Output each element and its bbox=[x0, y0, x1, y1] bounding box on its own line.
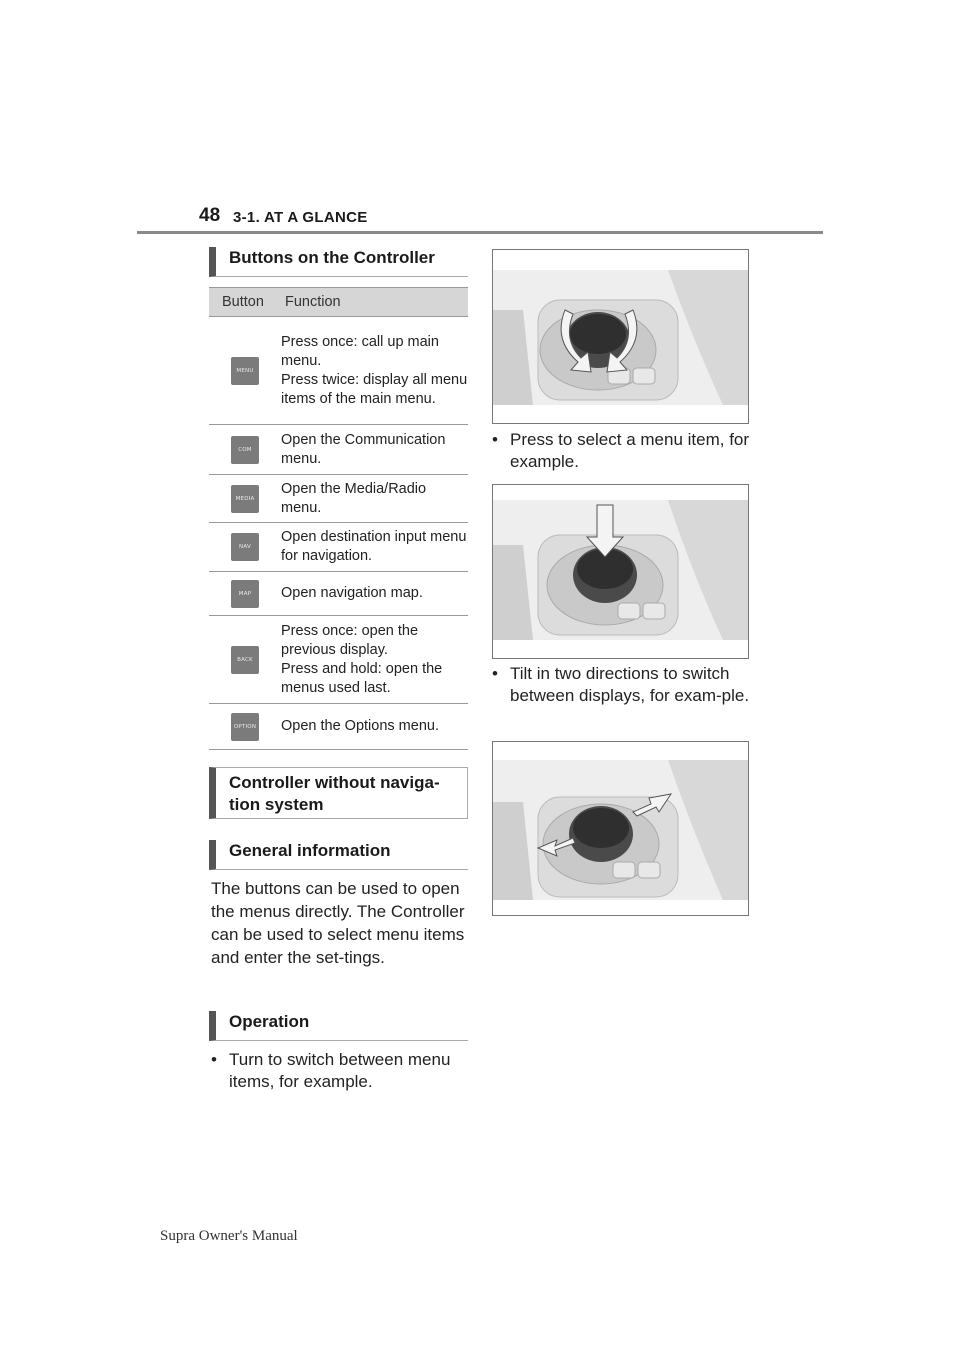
footer-manual-title: Supra Owner's Manual bbox=[160, 1228, 298, 1244]
table-row bbox=[209, 475, 468, 523]
bullet-turn-text: Turn to switch between menu items, for example. bbox=[229, 1050, 451, 1091]
general-information-heading-text: General information bbox=[229, 841, 391, 860]
buttons-heading bbox=[209, 247, 468, 277]
buttons-heading-text: Buttons on the Controller bbox=[229, 248, 435, 267]
table-row bbox=[209, 317, 468, 425]
col-function-header: Function bbox=[285, 294, 341, 310]
com-key-icon: COM bbox=[231, 436, 259, 464]
bullet-press-text: Press to select a menu item, for example. bbox=[510, 430, 750, 471]
operation-heading-text: Operation bbox=[229, 1012, 310, 1031]
bullet-tilt bbox=[490, 663, 752, 707]
menu-key-icon: MENU bbox=[231, 357, 259, 385]
back-key-icon: BACK bbox=[231, 646, 259, 674]
controller-heading: Controller without naviga- tion system bbox=[209, 767, 468, 819]
row-function: Open navigation map. bbox=[281, 585, 423, 601]
col-button-header: Button bbox=[222, 294, 264, 310]
bullet-dot: • bbox=[211, 1050, 217, 1069]
page-number: 48 bbox=[199, 205, 221, 226]
controller-tilt-illustration bbox=[492, 741, 749, 916]
general-information-text: The buttons can be used to open the menus directly. The Controller can be used to select menu items and enter the set-tings. bbox=[211, 879, 465, 967]
media-key-icon: MEDIA bbox=[231, 485, 259, 513]
controller-press-illustration bbox=[492, 484, 749, 659]
general-information-heading bbox=[209, 840, 468, 870]
row-function: Open the Options menu. bbox=[281, 718, 439, 734]
operation-heading bbox=[209, 1011, 468, 1041]
bullet-dot: • bbox=[492, 664, 498, 683]
table-row bbox=[209, 616, 468, 704]
table-row bbox=[209, 704, 468, 750]
header-divider bbox=[137, 231, 823, 234]
table-row bbox=[209, 425, 468, 475]
row-function: Press once: call up main menu. Press twice: display all menu items of the main menu. bbox=[281, 333, 468, 407]
row-function: Open destination input menu for navigation. bbox=[281, 529, 467, 564]
bullet-turn bbox=[209, 1049, 471, 1093]
bullet-tilt-text: Tilt in two directions to switch between displays, for exam-ple. bbox=[510, 664, 750, 705]
row-function: Open the Communication menu. bbox=[281, 431, 446, 467]
map-key-icon: MAP bbox=[231, 580, 259, 608]
row-function: Open the Media/Radio menu. bbox=[281, 480, 427, 516]
option-key-icon: OPTION bbox=[231, 713, 259, 741]
section-title: 3-1. AT A GLANCE bbox=[233, 209, 368, 226]
controller-turn-illustration bbox=[492, 249, 749, 424]
row-function: Press once: open the previous display. Press and hold: open the menus used last. bbox=[281, 622, 443, 696]
table-header bbox=[209, 287, 468, 317]
table-row bbox=[209, 523, 468, 572]
bullet-dot: • bbox=[492, 430, 498, 449]
nav-key-icon: NAV bbox=[231, 533, 259, 561]
table-row bbox=[209, 572, 468, 616]
buttons-table bbox=[209, 287, 468, 750]
bullet-press bbox=[490, 429, 752, 473]
